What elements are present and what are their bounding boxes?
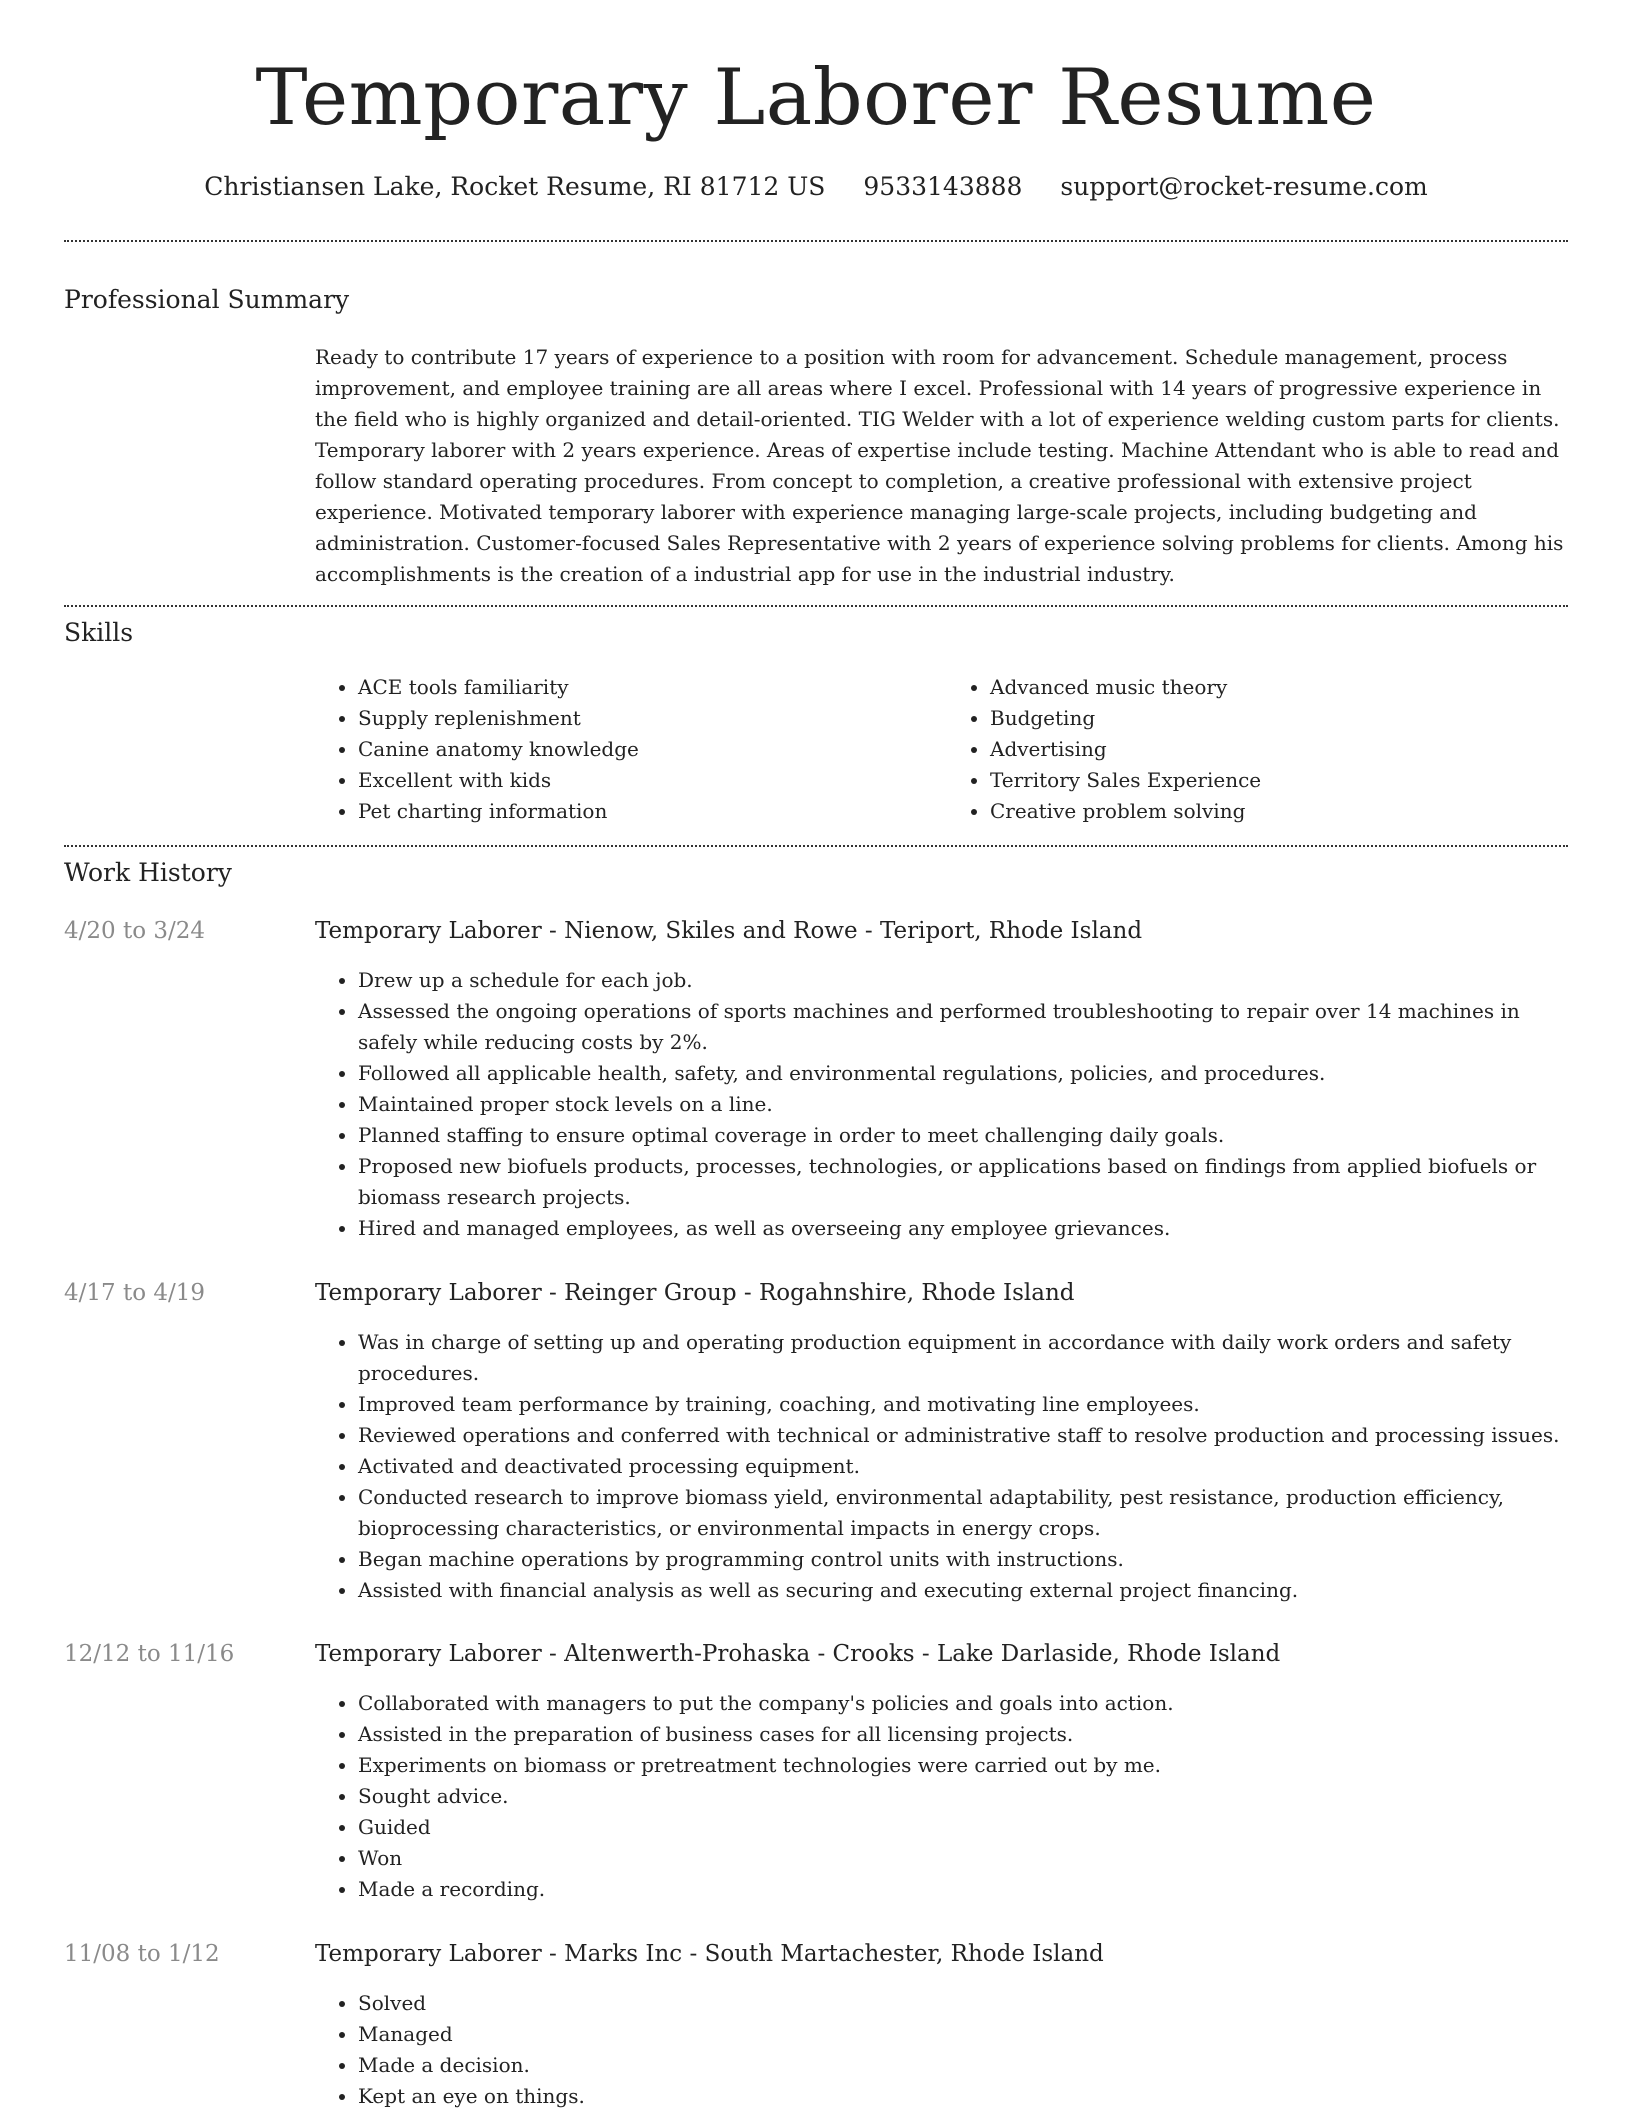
job-date: 4/17 to 4/19 <box>64 1280 206 1306</box>
job-date: 4/20 to 3/24 <box>64 918 206 944</box>
job-date: 12/12 to 11/16 <box>64 1641 235 1667</box>
job-bullet: • Made a recording. <box>358 1874 1567 1905</box>
job-bullet: • Experiments on biomass or pretreatment technologies were carried out by me. <box>358 1750 1567 1781</box>
skills-list <box>315 672 1567 827</box>
skills-column-right <box>930 672 1562 827</box>
job-bullets <box>315 1988 1567 2112</box>
job-bullets <box>315 1688 1567 1905</box>
divider-summary <box>64 605 1568 607</box>
contact-phone: 9533143888 <box>863 172 1023 201</box>
skill-item: • Supply replenishment <box>358 703 930 734</box>
job-bullet: • Managed <box>358 2019 1567 2050</box>
job-bullet: • Assisted in the preparation of business cases for all licensing projects. <box>358 1719 1567 1750</box>
job-bullet: • Assisted with financial analysis as well as securing and executing external project financing. <box>358 1575 1567 1606</box>
job-bullet: • Reviewed operations and conferred with technical or administrative staff to resolve production and processing issues. <box>358 1420 1567 1451</box>
job-bullet: • Activated and deactivated processing equipment. <box>358 1451 1567 1482</box>
skill-item: • Pet charting information <box>358 796 930 827</box>
contact-email: support@rocket-resume.com <box>1060 172 1428 201</box>
divider-skills <box>64 845 1568 847</box>
skill-item: • Budgeting <box>990 703 1562 734</box>
skills-heading: Skills <box>64 618 134 647</box>
job-date: 11/08 to 1/12 <box>64 1941 220 1967</box>
job-bullet: • Solved <box>358 1988 1567 2019</box>
job-bullet: • Was in charge of setting up and operating production equipment in accordance with daily work orders and safety procedures. <box>358 1327 1567 1389</box>
skill-item: • Canine anatomy knowledge <box>358 734 930 765</box>
job-bullet: • Kept an eye on things. <box>358 2081 1567 2112</box>
skill-item: • Creative problem solving <box>990 796 1562 827</box>
skill-item: • Advertising <box>990 734 1562 765</box>
job-bullet: • Began machine operations by programming control units with instructions. <box>358 1544 1567 1575</box>
skill-item: • Excellent with kids <box>358 765 930 796</box>
work-history-heading: Work History <box>64 858 232 887</box>
job-bullet: • Conducted research to improve biomass yield, environmental adaptability, pest resistance, production efficiency, bioprocessing characteristics, or environmental impacts in energy crops. <box>358 1482 1567 1544</box>
divider-header <box>64 240 1568 242</box>
job-bullet: • Proposed new biofuels products, processes, technologies, or applications based on findings from applied biofuels or biomass research projects. <box>358 1151 1567 1213</box>
job-title: Temporary Laborer - Marks Inc - South Martachester, Rhode Island <box>315 1941 1104 1967</box>
job-bullet: • Drew up a schedule for each job. <box>358 965 1567 996</box>
job-bullet: • Hired and managed employees, as well as overseeing any employee grievances. <box>358 1213 1567 1244</box>
job-title: Temporary Laborer - Altenwerth-Prohaska - Crooks - Lake Darlaside, Rhode Island <box>315 1641 1281 1667</box>
job-bullets <box>315 1327 1567 1606</box>
job-bullet: • Sought advice. <box>358 1781 1567 1812</box>
contact-line <box>0 170 1632 204</box>
contact-address: Christiansen Lake, Rocket Resume, RI 81712 US <box>204 172 826 201</box>
job-bullet: • Followed all applicable health, safety, and environmental regulations, policies, and procedures. <box>358 1058 1567 1089</box>
skill-item: • Advanced music theory <box>990 672 1562 703</box>
job-bullet: • Maintained proper stock levels on a line. <box>358 1089 1567 1120</box>
job-bullet: • Made a decision. <box>358 2050 1567 2081</box>
skill-item: • Territory Sales Experience <box>990 765 1562 796</box>
summary-heading: Professional Summary <box>64 285 350 314</box>
summary-text: Ready to contribute 17 years of experience to a position with room for advancement. Schedule management, process improvement, and employee training are all areas where I excel. Professional with 14 years of progressive experience in the field who is highly organized and detail-oriented. TIG Welder with a lot of experience welding custom parts for clients. Temporary laborer with 2 years experience. Areas of expertise include testing. Machine Attendant who is able to read and follow standard operating procedures. From concept to completion, a creative professional with extensive project experience. Motivated temporary laborer with experience managing large-scale projects, including budgeting and administration. Customer-focused Sales Representative with 2 years of experience solving problems for clients. Among his accomplishments is the creation of a industrial app for use in the industrial industry. <box>315 345 1564 586</box>
resume-title: Temporary Laborer Resume <box>255 53 1377 143</box>
job-bullets <box>315 965 1567 1244</box>
job-title: Temporary Laborer - Nienow, Skiles and Rowe - Teriport, Rhode Island <box>315 918 1143 944</box>
skills-column-left <box>315 672 930 827</box>
job-title: Temporary Laborer - Reinger Group - Rogahnshire, Rhode Island <box>315 1280 1075 1306</box>
job-bullet: • Collaborated with managers to put the company's policies and goals into action. <box>358 1688 1567 1719</box>
job-bullet: • Planned staffing to ensure optimal coverage in order to meet challenging daily goals. <box>358 1120 1567 1151</box>
job-bullet: • Assessed the ongoing operations of sports machines and performed troubleshooting to repair over 14 machines in safely while reducing costs by 2%. <box>358 996 1567 1058</box>
job-bullet: • Won <box>358 1843 1567 1874</box>
skill-item: • ACE tools familiarity <box>358 672 930 703</box>
job-bullet: • Improved team performance by training, coaching, and motivating line employees. <box>358 1389 1567 1420</box>
job-bullet: • Guided <box>358 1812 1567 1843</box>
